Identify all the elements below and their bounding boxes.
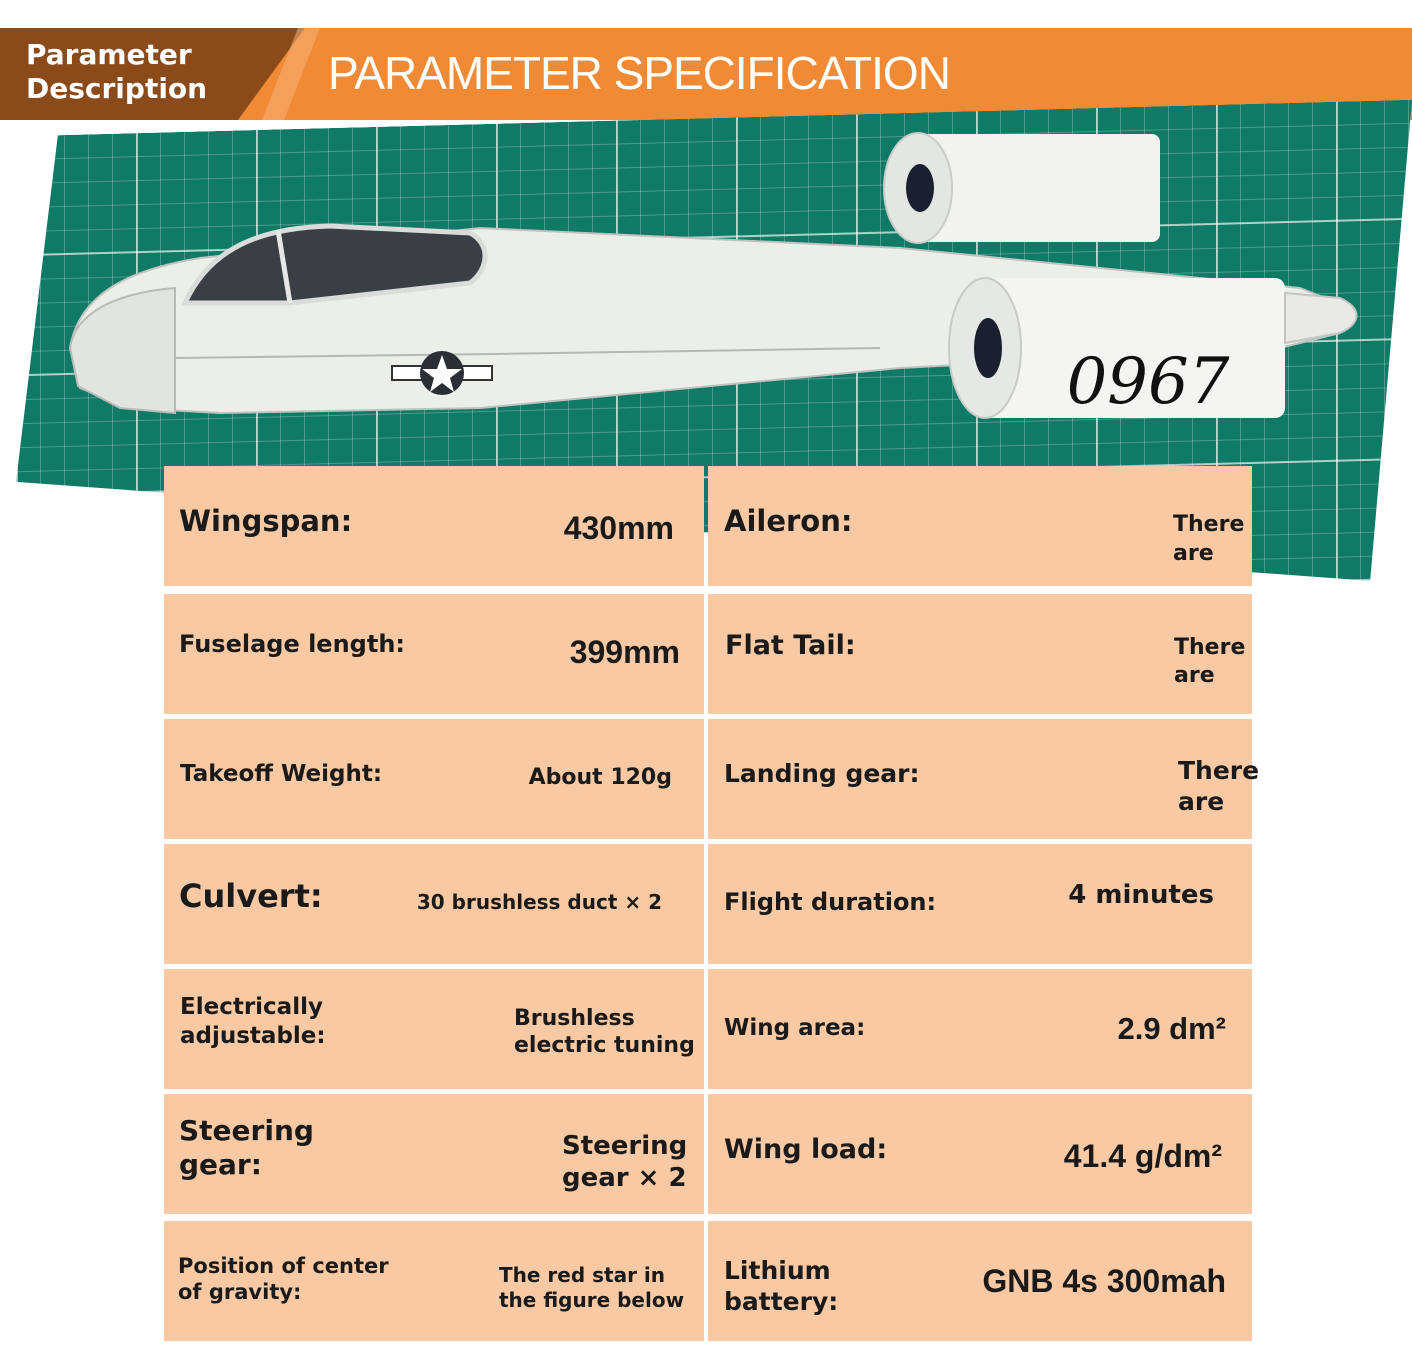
spec-label: Lithium battery: bbox=[724, 1256, 839, 1316]
spec-row bbox=[164, 594, 1252, 714]
spec-value: Brushless electric tuning bbox=[514, 1006, 695, 1058]
plane-number: 0967 bbox=[1066, 345, 1230, 419]
spec-row bbox=[164, 1221, 1252, 1341]
spec-row bbox=[164, 844, 1252, 964]
spec-cell-right bbox=[708, 844, 1252, 964]
spec-cell-right bbox=[708, 969, 1252, 1089]
spec-label: Wing area: bbox=[724, 1015, 866, 1041]
spec-label: Culvert: bbox=[179, 877, 323, 915]
spec-value: There are bbox=[1173, 512, 1245, 566]
spec-cell-left bbox=[164, 594, 704, 714]
plane-photo bbox=[0, 118, 1412, 478]
spec-cell-right bbox=[708, 466, 1252, 586]
spec-row bbox=[164, 466, 1252, 586]
spec-value: 41.4 g/dm² bbox=[1063, 1138, 1222, 1174]
spec-value: The red star in the figure below bbox=[499, 1263, 685, 1312]
nose-cone bbox=[70, 288, 175, 413]
spec-label: Position of center of gravity: bbox=[178, 1254, 389, 1304]
spec-cell-left bbox=[164, 466, 704, 586]
spec-value: About 120g bbox=[528, 765, 672, 790]
spec-table bbox=[164, 466, 1260, 1342]
spec-label: Steering gear: bbox=[179, 1114, 314, 1181]
spec-cell-left bbox=[164, 1094, 704, 1214]
spec-label: Wing load: bbox=[724, 1134, 888, 1165]
spec-cell-left bbox=[164, 719, 704, 839]
spec-label: Fuselage length: bbox=[179, 630, 406, 658]
spec-label: Flat Tail: bbox=[725, 630, 856, 661]
banner-tag-text: Parameter Description bbox=[26, 38, 208, 105]
spec-value: There are bbox=[1174, 635, 1246, 688]
spec-value: GNB 4s 300mah bbox=[982, 1263, 1226, 1299]
spec-label: Wingspan: bbox=[179, 504, 353, 538]
spec-label: Takeoff Weight: bbox=[180, 761, 383, 787]
spec-value: 430mm bbox=[563, 510, 674, 546]
spec-value: 4 minutes bbox=[1068, 880, 1214, 910]
spec-row bbox=[164, 1094, 1252, 1214]
spec-cell-right bbox=[708, 1221, 1252, 1341]
spec-cell-right bbox=[708, 719, 1260, 839]
spec-cell-right bbox=[708, 1094, 1252, 1214]
spec-label: Aileron: bbox=[724, 504, 853, 538]
spec-row bbox=[164, 969, 1252, 1089]
rear-engine-nacelle bbox=[884, 133, 1160, 243]
spec-label: Flight duration: bbox=[724, 888, 937, 916]
spec-label: Electrically adjustable: bbox=[180, 994, 326, 1049]
spec-label: Landing gear: bbox=[724, 759, 920, 788]
spec-value: Steering gear × 2 bbox=[562, 1131, 688, 1193]
page-title: PARAMETER SPECIFICATION bbox=[328, 47, 950, 99]
spec-value: 399mm bbox=[569, 634, 680, 670]
spec-cell-left bbox=[164, 844, 704, 964]
spec-cell-right bbox=[708, 594, 1252, 714]
spec-row bbox=[164, 719, 1260, 839]
top-strip bbox=[0, 0, 1412, 28]
spec-cell-left bbox=[164, 1221, 704, 1341]
spec-cell-left bbox=[164, 969, 704, 1089]
spec-value: There are bbox=[1178, 756, 1260, 816]
spec-value: 2.9 dm² bbox=[1117, 1011, 1226, 1046]
spec-value: 30 brushless duct × 2 bbox=[416, 890, 662, 914]
